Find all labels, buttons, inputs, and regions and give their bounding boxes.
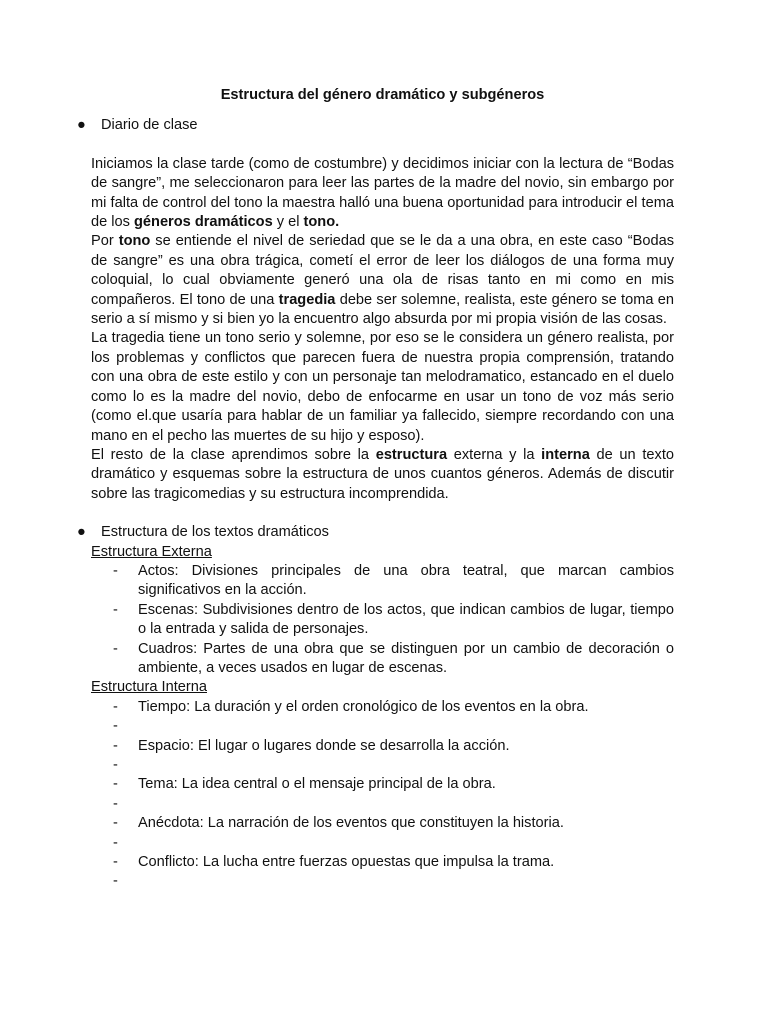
list-item-text: Espacio: El lugar o lugares donde se desarrolla la acción. — [138, 737, 510, 754]
list-item — [113, 834, 674, 853]
bullet-icon: ● — [77, 117, 86, 134]
list-item — [113, 698, 674, 717]
bold-term: estructura — [375, 446, 448, 463]
list-item — [113, 737, 674, 756]
dash-bullet-icon: - — [113, 601, 118, 618]
dash-bullet-icon: - — [113, 737, 118, 754]
list-item — [113, 775, 674, 794]
paragraph-text: y el — [272, 214, 304, 231]
paragraph-text: debe ser solemne, realista, este género se toma en serio a sí mismo y si bien yo la encuentro algo absurda por mi propia visión de las cosas. — [91, 291, 674, 328]
dash-bullet-icon: - — [113, 698, 118, 715]
list-externa — [91, 562, 674, 678]
paragraph-tragedia: La tragedia tiene un tono serio y solemne, por eso se le considera un género realista, por los problemas y conflictos que parecen fuera de nuestra propia comprensión, tratando con una obra de este estilo y con un personaje tan melodramatico, estancado en el duelo como lo es la madre del novio, debo de enfocarme en usar un tono de voz más serio (como el.que usaría para hablar de un familiar ya fallecido, siempre recordando con una mano en el pecho las muertes de su hijo y esposo). — [91, 330, 674, 444]
list-item — [113, 601, 674, 640]
list-item — [113, 756, 674, 775]
list-item — [113, 814, 674, 833]
paragraph-text: Iniciamos la clase tarde (como de costumbre) y decidimos iniciar con la lectura de “Bodas de sangre”, me seleccionaron para leer las partes de la madre del novio, sin embargo por mi falta de control del tono la maestra halló una buena oportunidad para introducir el tema de los — [91, 155, 674, 231]
dash-bullet-icon: - — [113, 756, 118, 773]
document-title: Estructura del género dramático y subgéneros — [220, 87, 545, 103]
spacer — [91, 136, 674, 155]
list-item — [113, 717, 674, 736]
paragraph-text: El resto de la clase aprendimos sobre la — [91, 446, 376, 463]
list-item-text: Actos: Divisiones principales de una obra teatral, que marcan cambios significativos en la acción. — [138, 562, 674, 599]
paragraph-estructura — [91, 446, 674, 504]
bold-term: tono — [118, 233, 151, 250]
section-heading-text: Diario de clase — [101, 117, 198, 134]
dash-bullet-icon: - — [113, 815, 118, 832]
bold-term: géneros dramáticos — [134, 214, 273, 231]
dash-bullet-icon: - — [113, 853, 118, 870]
paragraph-intro — [91, 155, 674, 233]
list-interna — [91, 698, 674, 892]
list-item — [113, 562, 674, 601]
list-item — [113, 795, 674, 814]
dash-bullet-icon: - — [113, 718, 118, 735]
list-item-text: Tiempo: La duración y el orden cronológico de los eventos en la obra. — [138, 698, 589, 715]
paragraph-text: se entiende el nivel de seriedad que se le da a una obra, en este caso “Bodas de sangre” es una obra trágica, cometí el error de leer los diálogos de una forma muy coloquial, lo cual obviamente generó una ola de risas tanto en mi como en mis compañeros. El tono de una — [91, 233, 675, 308]
spacer — [91, 504, 674, 523]
dash-bullet-icon: - — [113, 640, 118, 657]
list-item-text: Cuadros: Partes de una obra que se distinguen por un cambio de decoración o ambiente, a veces usados en lugar de escenas. — [138, 640, 674, 676]
dash-bullet-icon: - — [113, 776, 118, 793]
list-item-text: Escenas: Subdivisiones dentro de los actos, que indican cambios de lugar, tiempo o la entrada y salida de personajes. — [138, 601, 674, 638]
subheading-externa: Estructura Externa — [91, 543, 212, 560]
section-heading-text: Estructura de los textos dramáticos — [101, 524, 329, 541]
section-estructura-heading — [77, 523, 674, 542]
bold-term: tragedia — [278, 291, 336, 308]
list-item — [113, 640, 674, 679]
paragraph-text: Por — [91, 233, 119, 250]
bold-term: interna — [541, 446, 590, 463]
dash-bullet-icon: - — [113, 562, 118, 579]
bold-term: tono. — [303, 214, 340, 231]
list-item — [113, 872, 674, 891]
dash-bullet-icon: - — [113, 873, 118, 890]
dash-bullet-icon: - — [113, 834, 118, 851]
list-item-text: Anécdota: La narración de los eventos que constituyen la historia. — [138, 815, 564, 832]
list-item — [113, 853, 674, 872]
paragraph-text: de un texto dramático y esquemas sobre la estructura de unos cuantos géneros. Además de discutir sobre las tragicomedias y su estructura incomprendida. — [91, 446, 674, 502]
list-item-text: Tema: La idea central o el mensaje principal de la obra. — [138, 776, 496, 793]
paragraph-tono — [91, 232, 674, 329]
paragraph-text: externa y la — [447, 446, 542, 463]
bullet-icon: ● — [77, 524, 86, 541]
dash-bullet-icon: - — [113, 795, 118, 812]
subheading-interna: Estructura Interna — [91, 679, 207, 696]
list-item-text: Conflicto: La lucha entre fuerzas opuestas que impulsa la trama. — [138, 853, 555, 870]
section-diario-heading — [77, 116, 674, 135]
